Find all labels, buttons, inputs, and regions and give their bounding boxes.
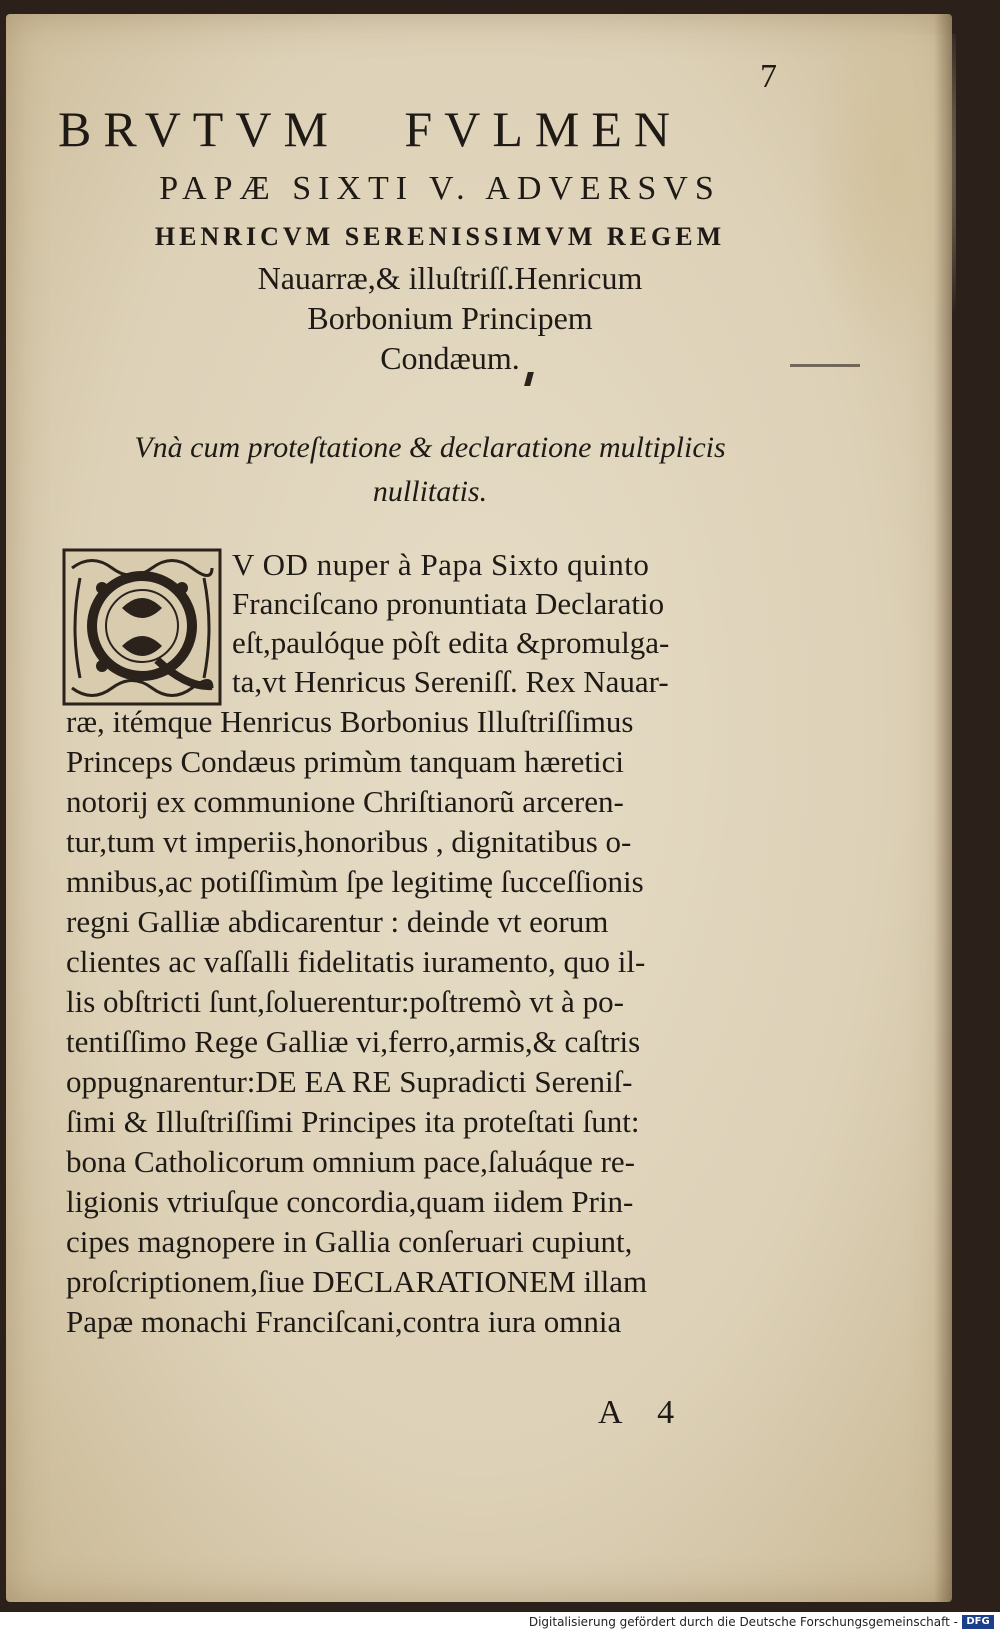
title-line-2: PAPÆ SIXTI V. ADVERSVS [159,170,721,207]
body-line-13: tentiſſimo Rege Galliæ vi,ferro,armis,& caſtris [66,1024,641,1059]
body-line-2: Franciſcano pronuntiata Declaratio [232,586,665,621]
subtitle-line-2: nullitatis. [372,475,488,508]
title-line-5: Borbonium Principem [307,300,593,336]
subtitle [60,426,800,514]
page-number: 7 [760,58,777,95]
body-line-16: bona Catholicorum omnium pace,ſaluáque re- [66,1144,636,1179]
body-line-18: cipes magnopere in Gallia conſeruari cupiunt, [66,1224,633,1259]
body-line-17: ligionis vtriuſque concordia,quam iidem Prin- [66,1184,634,1219]
body-line-8: tur,tum vt imperiis,honoribus , dignitatibus o- [66,824,632,859]
body-line-1: V OD nuper à Papa Sixto quinto [232,547,650,582]
subtitle-line-1: Vnà cum proteſtatione & declaratione multiplicis [134,431,726,464]
footer-credit: Digitalisierung gefördert durch die Deutsche Forschungsgemeinschaft - [528,1615,958,1629]
title-line-3: HENRICVM SERENISSIMVM REGEM [154,222,726,251]
body-line-11: clientes ac vaſſalli fidelitatis iuramento, quo il- [66,944,646,979]
page-stain [806,34,956,364]
decorated-initial-ornament [62,548,222,706]
body-line-20: Papæ monachi Franciſcani,contra iura omnia [66,1304,622,1339]
dfg-logo: DFG [962,1615,994,1629]
footer-bar [0,1612,1000,1634]
title-line-4: Nauarræ,& illuſtriſſ.Henricum [257,260,643,296]
body-line-15: ſimi & Illuſtriſſimi Principes ita proteſtati ſunt: [66,1104,640,1139]
body-line-6: Princeps Condæus primùm tanquam hæretici [66,744,624,779]
body-line-3: eſt,paulóque pòſt edita &promulga- [232,625,670,660]
body-line-10: regni Galliæ abdicarentur : deinde vt eorum [66,904,609,939]
decorated-initial [62,548,222,706]
body-line-19: proſcriptionem,ſiue DECLARATIONEM illam [66,1264,648,1299]
body-line-12: lis obſtricti ſunt,ſoluerentur:poſtremò vt à po- [66,984,624,1019]
body-line-5: ræ, itémque Henricus Borbonius Illuſtriſſimus [66,704,634,739]
signature-mark: A 4 [598,1394,689,1431]
body-line-4: ta,vt Henricus Sereniſſ. Rex Nauar- [232,664,669,699]
title-line-6: Condæum. [380,340,520,376]
body-line-7: notorij ex communione Chriſtianorũ arceren- [66,784,624,819]
title-line-1: BRVTVM FVLMEN [58,101,682,157]
body-line-14: oppugnarentur:DE EA RE Supradicti Sereniſ- [66,1064,633,1099]
body-line-9: mnibus,ac potiſſimùm ſpe legitimę ſucceſſionis [66,864,644,899]
margin-scratch [790,364,860,367]
